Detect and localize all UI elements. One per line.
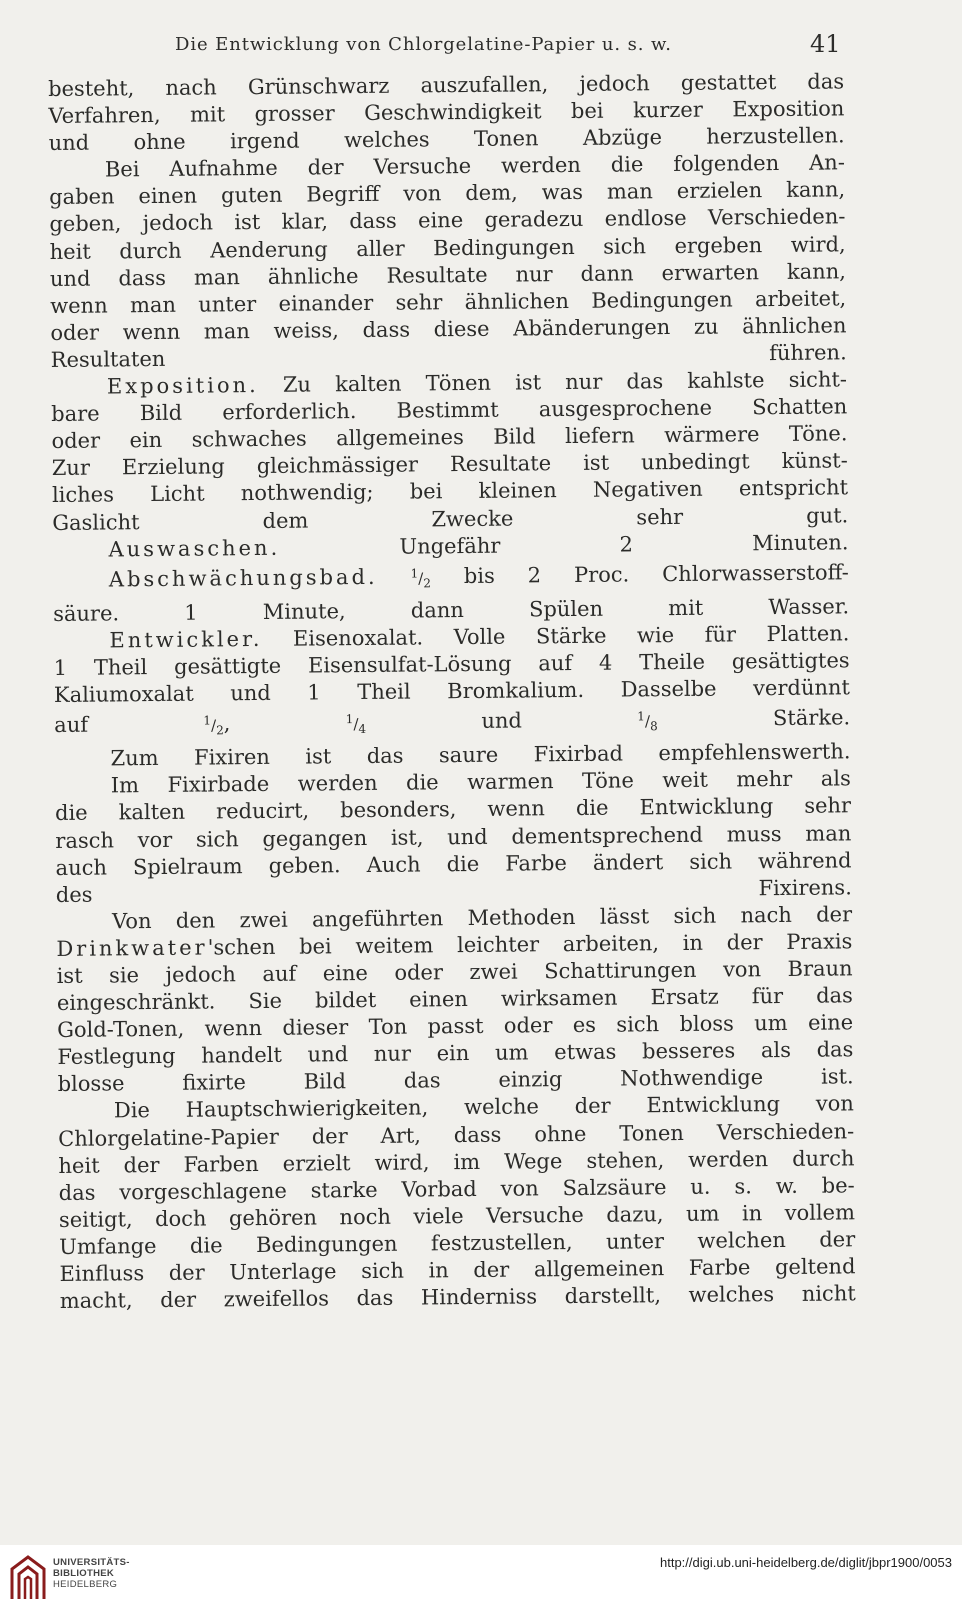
- text-line: und ohne irgend welches Tonen Abzüge herzustellen.: [48, 123, 845, 156]
- section-heading: Exposition.: [106, 373, 259, 399]
- paragraph: [56, 901, 854, 1098]
- text-line: oder ein schwaches allgemeines Bild liefern wärmere Töne.: [51, 421, 848, 454]
- fraction: $^1/_2$: [203, 713, 224, 738]
- fraction: $^1/_8$: [637, 709, 658, 734]
- text-line: rasch vor sich gegangen ist, und dementsprechend muss man: [55, 820, 852, 853]
- paragraph-abschwaechungsbad: [53, 556, 850, 628]
- text-line: Ungefähr 2 Minuten.: [399, 529, 849, 559]
- text-line: Gold-Tonen, wenn dieser Ton passt oder es sich bloss um eine: [57, 1010, 854, 1043]
- text-line: gaben einen guten Begriff von dem, was man erzielen kann,: [49, 177, 846, 210]
- text-line: Zur Erzielung gleichmässiger Resultate ist unbedingt künst-: [51, 448, 848, 481]
- text-line: Chlorgelatine-Papier der Art, dass ohne Tonen Verschieden-: [58, 1118, 855, 1151]
- paragraph-exposition: [51, 366, 849, 536]
- text-line: Zu kalten Tönen ist nur das kahlste sicht-: [282, 367, 848, 397]
- text-line: blosse fixirte Bild das einzig Nothwendige ist.: [57, 1064, 854, 1097]
- paragraph: [48, 68, 845, 157]
- text-line: geben, jedoch ist klar, dass eine geradezu endlose Verschieden-: [49, 204, 846, 237]
- paragraph-entwickler: [53, 620, 850, 746]
- body-text: [48, 68, 856, 1315]
- text-line: Festlegung handelt und nur ein um etwas besseres als das: [57, 1037, 854, 1070]
- text-line: Im Fixirbade werden die warmen Töne weit mehr als: [110, 766, 851, 798]
- text-line: Die Hauptschwierigkeiten, welche der Entwicklung von: [113, 1091, 855, 1123]
- text-line: eingeschränkt. Sie bildet einen wirksamen Ersatz für das: [56, 983, 853, 1016]
- fraction: $^1/_4$: [345, 712, 367, 737]
- section-heading: Entwickler.: [109, 626, 263, 653]
- text-line: die kalten reducirt, besonders, wenn die Entwicklung sehr: [54, 793, 852, 826]
- text-line: wenn man unter einander sehr ähnlichen Bedingungen arbeitet,: [50, 286, 847, 318]
- page-number: 41: [810, 30, 841, 58]
- text-line: ist sie jedoch auf eine oder zwei Schattirungen von Braun: [56, 956, 853, 988]
- text-line: oder wenn man weiss, dass diese Abänderungen zu ähnlichen: [50, 313, 847, 345]
- text-line: Verfahren, mit grosser Geschwindigkeit bei kurzer Exposition: [48, 96, 845, 129]
- text-line: heit durch Aenderung aller Bedingungen sich ergeben wird,: [49, 231, 846, 264]
- text-line: Kaliumoxalat und 1 Theil Bromkalium. Dasselbe verdünnt: [53, 675, 851, 708]
- paragraph: [58, 1091, 856, 1315]
- text-line: Von den zwei angeführten Methoden lässt sich nach der: [112, 902, 853, 934]
- person-name: Drinkwater: [56, 935, 208, 961]
- footer-bar: [0, 1545, 962, 1611]
- text-line: auch Spielraum geben. Auch die Farbe ändert sich während: [55, 847, 852, 880]
- source-url-link[interactable]: http://digi.ub.uni-heidelberg.de/diglit/jbpr1900/0053: [660, 1555, 952, 1570]
- paragraph: [55, 766, 852, 909]
- text-line: macht, der zweifellos das Hinderniss darstellt, welches nicht: [59, 1281, 856, 1314]
- running-head: [0, 30, 962, 60]
- text-line: Resultaten führen.: [50, 340, 847, 372]
- text-line: und dass man ähnliche Resultate nur dann erwarten kann,: [49, 259, 847, 291]
- text-line: heit der Farben erzielt wird, im Wege stehen, werden durch: [58, 1145, 855, 1178]
- text-line: liches Licht nothwendig; bei kleinen Negativen entspricht: [51, 475, 849, 508]
- text-line: Bei Aufnahme der Versuche werden die folgenden An-: [104, 150, 845, 182]
- text-line: Drinkwater'schen bei weitem leichter arbeiten, in der Praxis: [56, 929, 853, 961]
- running-title: Die Entwicklung von Chlorgelatine-Papier u. s. w.: [175, 34, 672, 55]
- text-line: besteht, nach Grünschwarz auszufallen, jedoch gestattet das: [48, 69, 845, 101]
- university-library-logo-icon: [10, 1555, 46, 1601]
- text-line: das vorgeschlagene starke Vorbad von Salzsäure u. s. w. be-: [58, 1173, 855, 1205]
- text-line: bis 2 Proc. Chlorwasserstoff-: [463, 560, 849, 588]
- library-name: UNIVERSITÄTS- BIBLIOTHEK HEIDELBERG: [53, 1557, 130, 1590]
- text-line: bare Bild erforderlich. Bestimmt ausgesprochene Schatten: [51, 394, 848, 427]
- text-line: Eisenoxalat. Volle Stärke wie für Platten.: [292, 621, 850, 651]
- section-heading: Abschwächungsbad.: [108, 564, 378, 592]
- text-line: Zum Fixiren ist das saure Fixirbad empfehlenswerth.: [110, 739, 851, 771]
- text-line: 1 Theil gesättigte Eisensulfat-Lösung auf 4 Theile gesättigtes: [53, 648, 850, 680]
- text-line: auf $^1/_2$, $^1/_4$ und $^1/_8$ Stärke.: [54, 705, 851, 738]
- text-line: Gaslicht dem Zwecke sehr gut.: [52, 502, 849, 535]
- fraction: $^1/_2$: [410, 566, 432, 591]
- text-line: säure. 1 Minute, dann Spülen mit Wasser.: [53, 594, 850, 626]
- section-heading: Auswaschen.: [108, 535, 281, 562]
- text-line: Einfluss der Unterlage sich in der allgemeinen Farbe geltend: [59, 1254, 856, 1286]
- paragraph: [49, 150, 847, 374]
- text-line: des Fixirens.: [55, 875, 852, 907]
- text-line: Umfange die Bedingungen festzustellen, unter welchen der: [59, 1227, 856, 1259]
- text-line: seitigt, doch gehören noch viele Versuche dazu, um in vollem: [58, 1200, 856, 1232]
